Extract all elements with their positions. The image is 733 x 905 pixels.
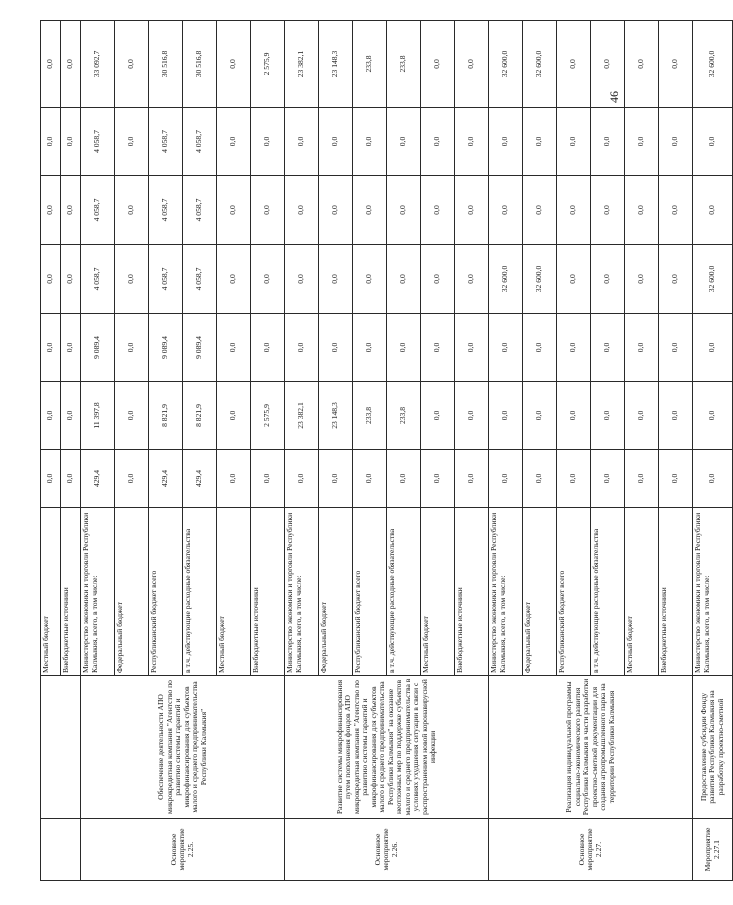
- amount-cell: 0,0: [41, 21, 61, 108]
- amount-cell: 0,0: [353, 176, 387, 245]
- amount-cell: 0,0: [523, 382, 557, 450]
- amount-cell: 0,0: [625, 450, 659, 508]
- funding-source: в т.ч. действующие расходные обязательства: [183, 508, 217, 676]
- funding-source: Министерство экономики и торговли Республики Калмыкия, всего, в том числе:: [81, 508, 115, 676]
- amount-cell: 0,0: [387, 245, 421, 314]
- amount-cell: 23 148,3: [319, 21, 353, 108]
- amount-cell: 0,0: [625, 176, 659, 245]
- amount-cell: 4 058,7: [81, 108, 115, 176]
- amount-cell: 0,0: [659, 108, 693, 176]
- amount-cell: 0,0: [319, 314, 353, 382]
- measure-description: Обеспечение деятельности АПО микрокредитная компания "Агентство по развитию системы гарантий и микрофинансирования для субъектов малого и среднего предпринимательства Республики Калмыкия": [81, 676, 285, 819]
- amount-cell: 0,0: [217, 108, 251, 176]
- amount-cell: 4 058,7: [149, 245, 183, 314]
- amount-cell: 0,0: [217, 450, 251, 508]
- amount-cell: 23 382,1: [285, 21, 319, 108]
- amount-cell: 0,0: [523, 108, 557, 176]
- funding-source: Внебюджетные источники: [251, 508, 285, 676]
- amount-cell: 0,0: [659, 382, 693, 450]
- amount-cell: 0,0: [61, 450, 81, 508]
- amount-cell: 0,0: [455, 382, 489, 450]
- amount-cell: 429,4: [149, 450, 183, 508]
- amount-cell: 4 058,7: [149, 176, 183, 245]
- funding-source: Министерство экономики и торговли Республики Калмыкия, всего, в том числе:: [489, 508, 523, 676]
- amount-cell: 0,0: [285, 245, 319, 314]
- amount-cell: 0,0: [489, 108, 523, 176]
- amount-cell: 0,0: [523, 314, 557, 382]
- amount-cell: 0,0: [625, 245, 659, 314]
- amount-cell: 2 575,9: [251, 21, 285, 108]
- amount-cell: 0,0: [557, 245, 591, 314]
- amount-cell: 233,8: [353, 382, 387, 450]
- amount-cell: 0,0: [659, 21, 693, 108]
- amount-cell: 0,0: [115, 314, 149, 382]
- amount-cell: 0,0: [489, 450, 523, 508]
- amount-cell: 233,8: [353, 21, 387, 108]
- amount-cell: 429,4: [183, 450, 217, 508]
- funding-source: Федеральный бюджет: [523, 508, 557, 676]
- amount-cell: 0,0: [353, 450, 387, 508]
- amount-cell: 0,0: [61, 176, 81, 245]
- amount-cell: 0,0: [693, 450, 733, 508]
- amount-cell: 23 382,1: [285, 382, 319, 450]
- amount-cell: 0,0: [115, 21, 149, 108]
- amount-cell: 0,0: [319, 108, 353, 176]
- amount-cell: 4 058,7: [183, 108, 217, 176]
- amount-cell: 0,0: [693, 176, 733, 245]
- amount-cell: 0,0: [61, 382, 81, 450]
- amount-cell: 0,0: [217, 382, 251, 450]
- amount-cell: 0,0: [387, 108, 421, 176]
- amount-cell: 0,0: [455, 450, 489, 508]
- amount-cell: 0,0: [693, 382, 733, 450]
- funding-source: Внебюджетные источники: [61, 508, 81, 676]
- amount-cell: 0,0: [319, 245, 353, 314]
- amount-cell: 0,0: [387, 314, 421, 382]
- amount-cell: 9 089,4: [183, 314, 217, 382]
- amount-cell: 0,0: [455, 21, 489, 108]
- amount-cell: 0,0: [251, 450, 285, 508]
- table-row: [489, 21, 523, 881]
- amount-cell: 0,0: [591, 382, 625, 450]
- amount-cell: 0,0: [557, 450, 591, 508]
- amount-cell: 0,0: [61, 108, 81, 176]
- amount-cell: 0,0: [115, 450, 149, 508]
- table-row: [81, 21, 115, 881]
- amount-cell: 0,0: [625, 314, 659, 382]
- amount-cell: 0,0: [421, 314, 455, 382]
- amount-cell: 0,0: [421, 108, 455, 176]
- amount-cell: 0,0: [353, 314, 387, 382]
- amount-cell: 0,0: [61, 21, 81, 108]
- table-row: [285, 21, 319, 881]
- amount-cell: 0,0: [591, 314, 625, 382]
- measure-label: Мероприятие 2.27.1: [693, 819, 733, 881]
- amount-cell: 0,0: [557, 108, 591, 176]
- amount-cell: 9 089,4: [81, 314, 115, 382]
- amount-cell: 0,0: [591, 245, 625, 314]
- amount-cell: 0,0: [41, 176, 61, 245]
- measure-label: Основное мероприятие 2.26.: [285, 819, 489, 881]
- amount-cell: 0,0: [625, 21, 659, 108]
- amount-cell: 32 600,0: [523, 245, 557, 314]
- amount-cell: 0,0: [625, 382, 659, 450]
- amount-cell: 0,0: [319, 450, 353, 508]
- amount-cell: 32 600,0: [693, 21, 733, 108]
- amount-cell: 32 600,0: [489, 21, 523, 108]
- amount-cell: 0,0: [217, 245, 251, 314]
- amount-cell: 0,0: [591, 450, 625, 508]
- amount-cell: 0,0: [659, 314, 693, 382]
- amount-cell: 0,0: [61, 314, 81, 382]
- amount-cell: 0,0: [115, 176, 149, 245]
- table-row: [41, 21, 61, 881]
- funding-source: Местный бюджет: [625, 508, 659, 676]
- amount-cell: 30 516,8: [183, 21, 217, 108]
- amount-cell: 0,0: [115, 382, 149, 450]
- amount-cell: 0,0: [251, 245, 285, 314]
- amount-cell: 0,0: [41, 382, 61, 450]
- amount-cell: 0,0: [421, 21, 455, 108]
- amount-cell: 0,0: [115, 108, 149, 176]
- amount-cell: 0,0: [421, 382, 455, 450]
- amount-cell: 0,0: [285, 450, 319, 508]
- table-row: [693, 21, 733, 881]
- funding-source: Республиканский бюджет всего: [557, 508, 591, 676]
- funding-source: Местный бюджет: [421, 508, 455, 676]
- amount-cell: 0,0: [455, 314, 489, 382]
- amount-cell: 0,0: [489, 382, 523, 450]
- amount-cell: 0,0: [353, 108, 387, 176]
- amount-cell: 23 148,3: [319, 382, 353, 450]
- funding-source: Министерство экономики и торговли Республики Калмыкия, всего, в том числе:: [285, 508, 319, 676]
- amount-cell: 0,0: [659, 176, 693, 245]
- amount-cell: 0,0: [421, 245, 455, 314]
- amount-cell: 0,0: [251, 176, 285, 245]
- amount-cell: 0,0: [557, 314, 591, 382]
- measure-label: Основное мероприятие 2.27.: [489, 819, 693, 881]
- amount-cell: 0,0: [557, 382, 591, 450]
- amount-cell: 0,0: [41, 450, 61, 508]
- funding-source: Республиканский бюджет всего: [149, 508, 183, 676]
- amount-cell: 233,8: [387, 382, 421, 450]
- amount-cell: 0,0: [557, 21, 591, 108]
- amount-cell: 32 600,0: [489, 245, 523, 314]
- amount-cell: 0,0: [591, 108, 625, 176]
- amount-cell: 0,0: [217, 176, 251, 245]
- amount-cell: 0,0: [217, 21, 251, 108]
- amount-cell: 0,0: [421, 450, 455, 508]
- amount-cell: 233,8: [387, 21, 421, 108]
- amount-cell: 8 821,9: [149, 382, 183, 450]
- amount-cell: 0,0: [115, 245, 149, 314]
- amount-cell: 33 092,7: [81, 21, 115, 108]
- amount-cell: 0,0: [41, 245, 61, 314]
- amount-cell: 0,0: [591, 176, 625, 245]
- amount-cell: 0,0: [387, 450, 421, 508]
- amount-cell: 8 821,9: [183, 382, 217, 450]
- amount-cell: 2 575,9: [251, 382, 285, 450]
- funding-source: Внебюджетные источники: [659, 508, 693, 676]
- page-number: 46: [607, 91, 621, 103]
- amount-cell: 0,0: [251, 314, 285, 382]
- continued-label-cell: [41, 819, 81, 881]
- amount-cell: 30 516,8: [149, 21, 183, 108]
- measure-label: Основное мероприятие 2.25.: [81, 819, 285, 881]
- amount-cell: 0,0: [489, 314, 523, 382]
- amount-cell: 32 600,0: [523, 21, 557, 108]
- amount-cell: 0,0: [285, 108, 319, 176]
- amount-cell: 0,0: [523, 450, 557, 508]
- amount-cell: 0,0: [693, 108, 733, 176]
- amount-cell: 0,0: [455, 176, 489, 245]
- amount-cell: 0,0: [523, 176, 557, 245]
- budget-table: [40, 20, 733, 881]
- amount-cell: 4 058,7: [183, 245, 217, 314]
- amount-cell: 0,0: [217, 314, 251, 382]
- funding-source: Министерство экономики и торговли Республики Калмыкия, всего, в том числе:: [693, 508, 733, 676]
- amount-cell: 0,0: [693, 314, 733, 382]
- amount-cell: 0,0: [387, 176, 421, 245]
- amount-cell: 0,0: [455, 245, 489, 314]
- amount-cell: 0,0: [591, 21, 625, 108]
- amount-cell: 0,0: [659, 450, 693, 508]
- amount-cell: 4 058,7: [149, 108, 183, 176]
- amount-cell: 0,0: [557, 176, 591, 245]
- amount-cell: 0,0: [319, 176, 353, 245]
- amount-cell: 4 058,7: [183, 176, 217, 245]
- funding-source: Местный бюджет: [217, 508, 251, 676]
- funding-source: Федеральный бюджет: [319, 508, 353, 676]
- amount-cell: 0,0: [285, 176, 319, 245]
- measure-description: Реализация индивидуальной программы социально-экономического развития Республики Калмыкия в части разработки проектно-сметной документации для создания агропромышленного парка на территории Республики Калмыкия: [489, 676, 693, 819]
- amount-cell: 4 058,7: [81, 176, 115, 245]
- funding-source: Внебюджетные источники: [455, 508, 489, 676]
- amount-cell: 9 089,4: [149, 314, 183, 382]
- amount-cell: 0,0: [353, 245, 387, 314]
- budget-table-body: [41, 21, 733, 881]
- amount-cell: 11 397,8: [81, 382, 115, 450]
- funding-source: Республиканский бюджет всего: [353, 508, 387, 676]
- amount-cell: 4 058,7: [81, 245, 115, 314]
- funding-source: Федеральный бюджет: [115, 508, 149, 676]
- amount-cell: 0,0: [659, 245, 693, 314]
- amount-cell: 429,4: [81, 450, 115, 508]
- amount-cell: 0,0: [421, 176, 455, 245]
- measure-description: Развитие системы микрофинансирования путем пополнения фондов АПО микрокредитная компания "Агентство по развитию системы гарантий и микрофинансирования для субъектов малого и среднего предпринимательства Республики Калмыкия" на оказание неотложных мер по поддержке субъектов малого и среднего предпринимательства в условиях ухудшения ситуации в связи с распространением новой коронавирусной инфекции: [285, 676, 489, 819]
- continued-description-cell: [41, 676, 81, 819]
- funding-source: в т.ч. действующие расходные обязательства: [387, 508, 421, 676]
- amount-cell: 0,0: [285, 314, 319, 382]
- amount-cell: 0,0: [251, 108, 285, 176]
- amount-cell: 0,0: [41, 108, 61, 176]
- funding-source: в т.ч. действующие расходные обязательства: [591, 508, 625, 676]
- funding-source: Местный бюджет: [41, 508, 61, 676]
- measure-description: Предоставление субсидии Фонду развития Республики Калмыкия на разработку проектно-сметной: [693, 676, 733, 819]
- amount-cell: 0,0: [41, 314, 61, 382]
- amount-cell: 0,0: [61, 245, 81, 314]
- amount-cell: 0,0: [625, 108, 659, 176]
- amount-cell: 32 600,0: [693, 245, 733, 314]
- amount-cell: 0,0: [455, 108, 489, 176]
- amount-cell: 0,0: [489, 176, 523, 245]
